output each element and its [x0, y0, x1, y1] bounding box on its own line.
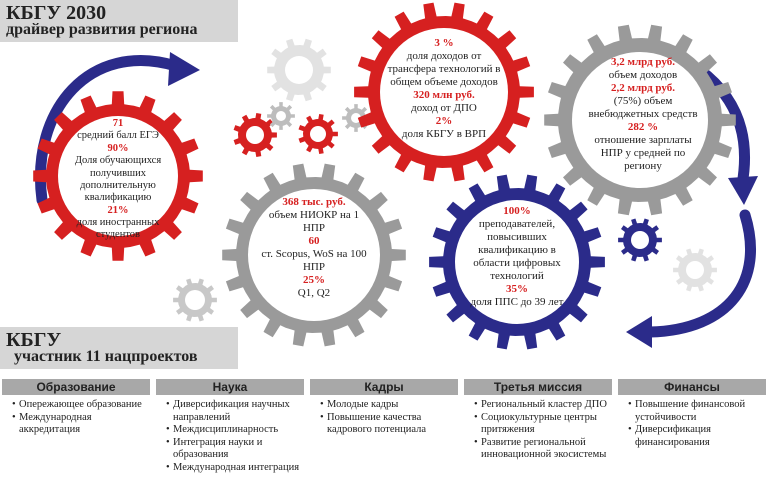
metric-value: 60 — [308, 234, 320, 247]
list-item: • Международная аккредитация — [12, 412, 150, 437]
column-education — [2, 379, 150, 437]
metric-label: объем доходов — [608, 68, 678, 81]
metric-label: НПР — [302, 221, 325, 234]
list-item: • Интеграция науки и образования — [166, 437, 304, 462]
metric-label: доля доходов от — [406, 49, 482, 62]
metric-label: доля КБГУ в ВРП — [401, 127, 487, 140]
metric-value: 100% — [503, 205, 531, 217]
metric-label: доход от ДПО — [411, 101, 477, 114]
metric-value: 3,2 млрд руб. — [610, 56, 676, 68]
metric-label: Q1, Q2 — [297, 286, 331, 299]
column-header: Третья миссия — [464, 379, 612, 395]
small-top-gray2-gear-center — [276, 111, 286, 121]
metric-value: 282 % — [627, 120, 659, 133]
metric-label: области цифровых — [473, 256, 561, 269]
metric-label: отношение зарплаты — [594, 133, 692, 146]
metric-value: 2,2 млрд руб. — [610, 81, 676, 94]
metric-value: 320 млн руб. — [413, 88, 475, 101]
metric-label: внебюджетных средств — [588, 107, 698, 120]
column-header: Наука — [156, 379, 304, 395]
metric-label: (75%) объем — [613, 94, 673, 107]
metric-label: дополнительную — [80, 179, 156, 191]
arrow-head-right-bottom-icon — [626, 316, 652, 348]
small-top-left-gear-center — [285, 56, 313, 84]
list-item: • Социокультурные центры притяжения — [474, 412, 612, 437]
title-bottom-line2: участник 11 нацпроектов — [14, 348, 198, 365]
metric-value: 71 — [112, 118, 124, 129]
metric-label: повысивших — [487, 230, 547, 243]
title-top-line2: драйвер развития региона — [6, 21, 198, 38]
metric-label: Доля обучающихся — [74, 155, 162, 167]
list-item: • Региональный кластер ДПО — [474, 399, 612, 412]
gear-top-text — [375, 37, 513, 141]
column-finance — [618, 379, 766, 449]
title-top-line1: КБГУ 2030 — [6, 2, 107, 24]
gear-bottom-text — [458, 205, 576, 309]
metric-label: НПР у средней по — [600, 146, 686, 159]
small-bottom-left-gear-center — [185, 290, 205, 310]
small-right-navy-gear-center — [631, 231, 649, 249]
metric-label: технологий — [490, 269, 544, 282]
list-item: • Молодые кадры — [320, 399, 458, 412]
small-right-gray-gear-center — [686, 261, 704, 279]
metric-value: 35% — [506, 282, 528, 295]
list-item: • Опережающее образование — [12, 399, 150, 412]
gear-left-text — [62, 118, 174, 242]
metric-label: НПР — [302, 260, 325, 273]
metric-value: 90% — [107, 142, 129, 154]
list-item: • Повышение финансовой устойчивости — [628, 399, 766, 424]
title-top — [0, 0, 238, 42]
list-item: • Диверсификация финансирования — [628, 424, 766, 449]
metric-value: 25% — [303, 273, 325, 286]
metric-label: региону — [624, 159, 662, 172]
list-item: • Диверсификация научных направлений — [166, 399, 304, 424]
column-science — [156, 379, 304, 474]
metric-label: студентов — [96, 229, 140, 241]
directions-columns — [0, 379, 768, 481]
column-header: Финансы — [618, 379, 766, 395]
metric-label: получивших — [89, 167, 147, 179]
metric-value: 21% — [107, 204, 129, 216]
list-item: • Международная интеграция — [166, 462, 304, 475]
list-item: • Междисциплинарность — [166, 424, 304, 437]
small-mid-left-gear-center — [246, 126, 264, 144]
list-item: • Развитие региональной инновационной экосистемы — [474, 437, 612, 462]
arrow-head-right-top-icon — [728, 176, 758, 205]
column-header: Образование — [2, 379, 150, 395]
metric-label: общем объеме доходов — [390, 75, 498, 88]
metric-label: объем НИОКР на 1 — [268, 208, 360, 221]
column-third-mission — [464, 379, 612, 462]
gear-right-text — [580, 56, 706, 173]
metric-label: квалификацию в — [478, 243, 556, 256]
list-item: • Повышение качества кадрового потенциала — [320, 412, 458, 437]
title-bottom — [0, 327, 238, 369]
metric-label: доля ППС до 39 лет — [470, 295, 564, 308]
column-staff — [310, 379, 458, 437]
metric-value: 2% — [435, 114, 453, 127]
column-header: Кадры — [310, 379, 458, 395]
metric-label: преподавателей, — [478, 217, 556, 230]
arrow-head-left-icon — [168, 52, 200, 86]
small-mid-center-gear-center — [310, 126, 326, 142]
metric-label: доля иностранных — [76, 217, 160, 228]
metric-label: трансфера технологий в — [387, 62, 501, 75]
metric-label: ст. Scopus, WoS на 100 — [261, 247, 367, 260]
metric-value: 368 тыс. руб. — [282, 196, 346, 208]
metric-label: средний балл ЕГЭ — [77, 130, 159, 142]
title-bottom-line1: КБГУ — [6, 329, 62, 351]
gear-center-text — [250, 196, 378, 300]
metric-value: 3 % — [434, 37, 454, 49]
metric-label: квалификацию — [84, 192, 152, 204]
